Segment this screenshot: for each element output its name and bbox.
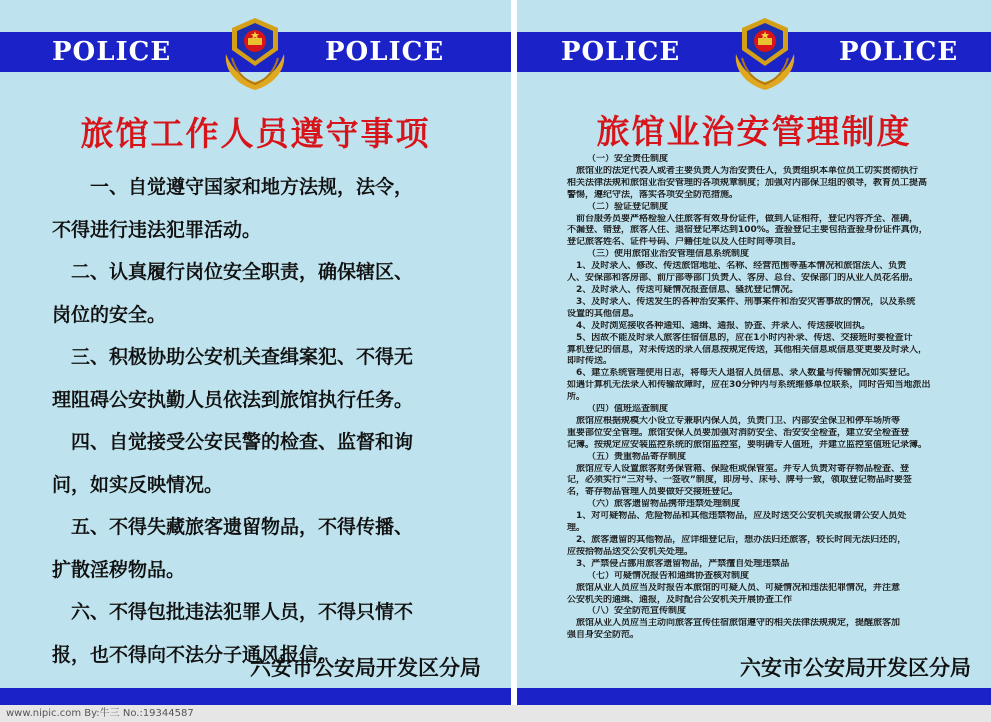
rule-text: 4、及时浏览接收各种通知、通缉、通报、协查、并录入、传送接收回执。 — [567, 320, 871, 331]
rule-text: 1、对可疑物品、危险物品和其他违禁物品，应及时送交公安机关或报请公安人员处 — [567, 511, 907, 522]
police-label-right: POLICE — [325, 37, 445, 67]
rule-line: 三、积极协助公安机关查缉案犯、不得无 — [52, 346, 414, 368]
rule-heading: （八）安全防范宣传制度 — [587, 606, 687, 617]
rule-text: 重要部位安全管理。旅馆安保人员要加强对消防安全、治安安全检查，建立安全检查登 — [567, 427, 910, 438]
watermark-footer: www.nipic.com By:牛三 No.:19344587 — [0, 705, 991, 722]
rule-line: 六、不得包批违法犯罪人员，不得只情不 — [52, 601, 414, 623]
rule-line: 四、自觉接受公安民警的检查、监督和询 — [52, 431, 414, 453]
right-signature: 六安市公安局开发区分局 — [740, 656, 971, 680]
police-emblem-icon — [220, 14, 290, 94]
rule-text: 名，寄存物品管理人员要做好交接班登记。 — [567, 487, 739, 498]
rule-line: 二、认真履行岗位安全职责，确保辖区、 — [52, 261, 414, 283]
rule-text: 6、建立系统管理使用日志，将每天人退宿人员信息、录入数量与传输情况如实登记。 — [567, 368, 916, 379]
rule-text: 5、因故不能及时录入旅客住宿信息的，应在1小时内补录、传送、交接班时要检查计 — [567, 332, 913, 343]
rule-text: 强自身安全防范。 — [567, 630, 640, 641]
rule-text: 前台服务员要严格检验入住旅客有效身份证件，做到人证相符，登记内容齐全、准确， — [567, 213, 919, 224]
rule-text: 旅馆应根据规模大小设立专兼职内保人员，负责门卫、内部安全保卫和停车场所等 — [567, 415, 901, 426]
rule-heading: （七）可疑情况报告和通缉协查核对制度 — [587, 570, 750, 581]
rule-text: 设置的其他信息。 — [567, 308, 640, 319]
rule-text: 记，必须实行“三对号、一签收”制度，即房号、床号、牌号一致，领取登记物品时要签 — [567, 475, 912, 486]
bottom-band — [0, 688, 511, 705]
rule-text: 旅馆业的法定代表人或者主要负责人为治安责任人，负责组织本单位员工切实贯彻执行 — [567, 165, 919, 176]
rule-text: 旅馆从业人员应当主动向旅客宣传住宿旅馆遵守的相关法律法规规定，提醒旅客加 — [567, 618, 901, 629]
bottom-band — [517, 688, 991, 705]
police-label-right: POLICE — [839, 37, 959, 67]
left-rules-list — [52, 166, 472, 676]
rule-text: 2、旅客遗留的其他物品，应详细登记后，想办法归还旅客，较长时间无法归还的， — [567, 535, 907, 545]
rule-heading: （五）贵重物品寄存制度 — [587, 451, 687, 462]
rule-text: 旅馆从业人员应当及时报告本旅馆的可疑人员、可疑情况和违法犯罪情况，并注意 — [567, 582, 901, 593]
rule-heading: （六）旅客遗留物品携带违禁处理制度 — [587, 499, 741, 510]
rule-line: 报，也不得向不法分子通风报信。 — [52, 643, 338, 666]
rule-text: 登记旅客姓名、证件号码、户籍住址以及入住时间等项目。 — [567, 237, 802, 248]
left-signature: 六安市公安局开发区分局 — [250, 656, 481, 680]
rule-text: 2、及时录入、传送可疑情况报查信息、骚扰登记情况。 — [567, 284, 799, 295]
rule-heading: （一）安全责任制度 — [587, 154, 669, 164]
rule-text: 警惕，遵纪守法，落实各项安全防范措施。 — [567, 189, 739, 200]
rule-line: 理阻碍公安执勤人员依法到旅馆执行任务。 — [52, 388, 414, 411]
rule-text: 旅馆应专人设置旅客财务保管箱、保险柜或保管室。并专人负责对寄存物品检查、登 — [567, 463, 910, 474]
police-label-left: POLICE — [561, 37, 681, 67]
rule-line: 岗位的安全。 — [52, 303, 167, 326]
rule-line: 不得进行违法犯罪活动。 — [52, 218, 262, 241]
rule-line: 扩散淫秽物品。 — [52, 558, 186, 581]
rule-text: 记簿。按规定应安装监控系统的旅馆监控室，要明确专人值班，并建立监控室值班记录簿。 — [567, 439, 928, 450]
rule-text: 即时传送。 — [567, 356, 613, 367]
rule-text: 3、及时录入、传送发生的各种治安案件、刑事案件和治安灾害事故的情况，以及系统 — [567, 296, 916, 307]
rule-text: 1、及时录入、修改、传送旅馆地址、名称、经营范围等基本情况和旅馆法人、负责 — [567, 261, 907, 272]
right-rules-list — [567, 154, 977, 642]
rule-text: 3、严禁侵占挪用旅客遗留物品，严禁擅自处理违禁品 — [567, 558, 790, 569]
right-title: 旅馆业治安管理制度 — [596, 112, 912, 151]
rule-text: 相关法律法规和旅馆业治安管理的各项规章制度；加强对内部保卫组的领导，教育员工提高 — [567, 177, 928, 188]
rule-text: 人、安保部和客房部、前厅部等部门负责人、客房、总台、安保部门的从业人员花名册。 — [567, 273, 919, 284]
rule-text: 所。 — [567, 392, 586, 403]
rule-text: 算机登记的信息，对未传送的录入信息按规定传送，其他相关信息或信息变更要及时录入， — [567, 344, 928, 355]
rule-text: 如遇计算机无法录入和传输故障时，应在30分钟内与系统维修单位联系，同时告知当地派出 — [567, 380, 931, 391]
rule-text: 应按拾物品送交公安机关处理。 — [567, 546, 694, 557]
rule-line: 问，如实反映情况。 — [52, 473, 224, 496]
rule-text: 公安机关的通缉、通报，及时配合公安机关开展协查工作 — [567, 594, 793, 605]
left-title: 旅馆工作人员遵守事项 — [80, 114, 431, 153]
rule-heading: （二）验证登记制度 — [587, 201, 669, 212]
rule-heading: （三）使用旅馆业治安管理信息系统制度 — [587, 249, 750, 260]
rule-line: 一、自觉遵守国家和地方法规，法令， — [52, 176, 414, 198]
poster-right — [517, 0, 991, 722]
rule-text: 不漏登、错登，旅客入住、退宿登记率达到100%。查验登记主要包括查验身份证件真伪， — [567, 225, 928, 236]
rule-line: 五、不得失藏旅客遗留物品，不得传播、 — [52, 516, 414, 538]
police-emblem-icon — [730, 14, 800, 94]
rule-text: 理。 — [567, 523, 586, 534]
police-label-left: POLICE — [52, 37, 172, 67]
rule-heading: （四）值班巡查制度 — [587, 404, 669, 415]
